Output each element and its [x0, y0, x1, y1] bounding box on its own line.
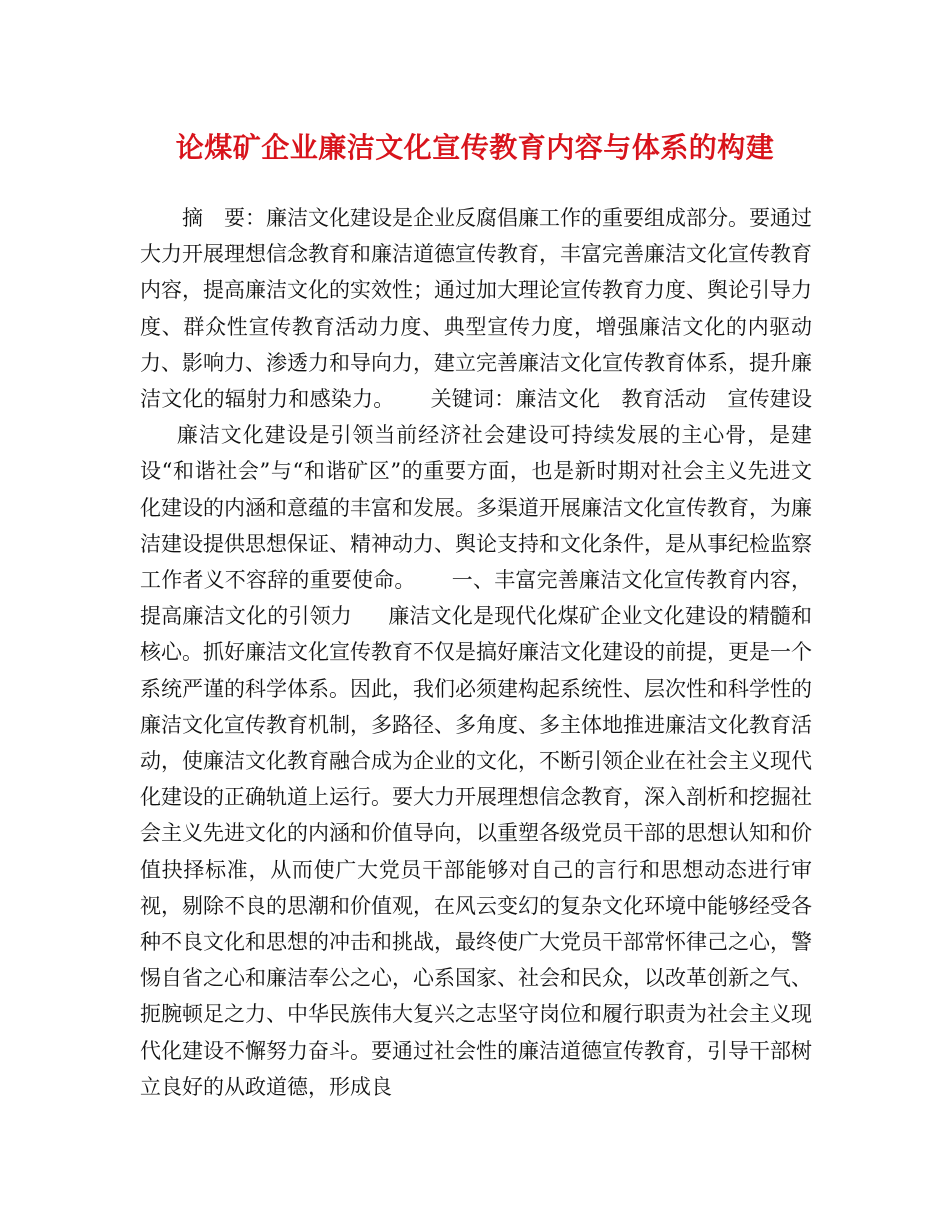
section-heading: 一、丰富完善廉洁文化宣传教育内容，提高廉洁文化的引领力	[140, 568, 813, 629]
intro-text: 廉洁文化建设是引领当前经济社会建设可持续发展的主心骨，是建设“和谐社会”与“和谐矿区”的重要方面，也是新时期对社会主义先进文化建设的内涵和意蕴的丰富和发展。多渠道开展廉洁文化宣传教育，为廉洁建设提供思想保证、精神动力、舆论支持和文化条件，是从事纪检监察工作者义不容辞的重要使命。	[140, 423, 812, 593]
keywords-text: 关键词：廉洁文化 教育活动 宣传建设	[430, 387, 813, 412]
document-body	[140, 200, 812, 1105]
document-title: 论煤矿企业廉洁文化宣传教育内容与体系的构建	[175, 131, 775, 164]
abstract-text: 摘 要：廉洁文化建设是企业反腐倡廉工作的重要组成部分。要通过大力开展理想信念教育和廉洁道德宣传教育，丰富完善廉洁文化宣传教育内容，提高廉洁文化的实效性；通过加大理论宣传教育力度、舆论引导力度、群众性宣传教育活动力度、典型宣传力度，增强廉洁文化的内驱动力、影响力、渗透力和导向力，建立完善廉洁文化宣传教育体系，提升廉洁文化的辐射力和感染力。	[140, 206, 812, 412]
section-body-text: 廉洁文化是现代化煤矿企业文化建设的精髓和核心。抓好廉洁文化宣传教育不仅是搞好廉洁文化建设的前提，更是一个系统严谨的科学体系。因此，我们必须建构起系统性、层次性和科学性的廉洁文化宣传教育机制，多路径、多角度、多主体地推进廉洁文化教育活动，使廉洁文化教育融合成为企业的文化，不断引领企业在社会主义现代化建设的正确轨道上运行。要大力开展理想信念教育，深入剖析和挖掘社会主义先进文化的内涵和价值导向，以重塑各级党员干部的思想认知和价值抉择标准，从而使广大党员干部能够对自己的言行和思想动态进行审视，剔除不良的思潮和价值观，在风云变幻的复杂文化环境中能够经受各种不良文化和思想的冲击和挑战，最终使广大党员干部常怀律己之心，警惕自省之心和廉洁奉公之心，心系国家、社会和民众，以改革创新之气、扼腕顿足之力、中华民族伟大复兴之志坚守岗位和履行职责为社会主义现代化建设不懈努力奋斗。要通过社会性的廉洁道德宣传教育，引导干部树立良好的从政道德，形成良	[140, 604, 812, 1099]
